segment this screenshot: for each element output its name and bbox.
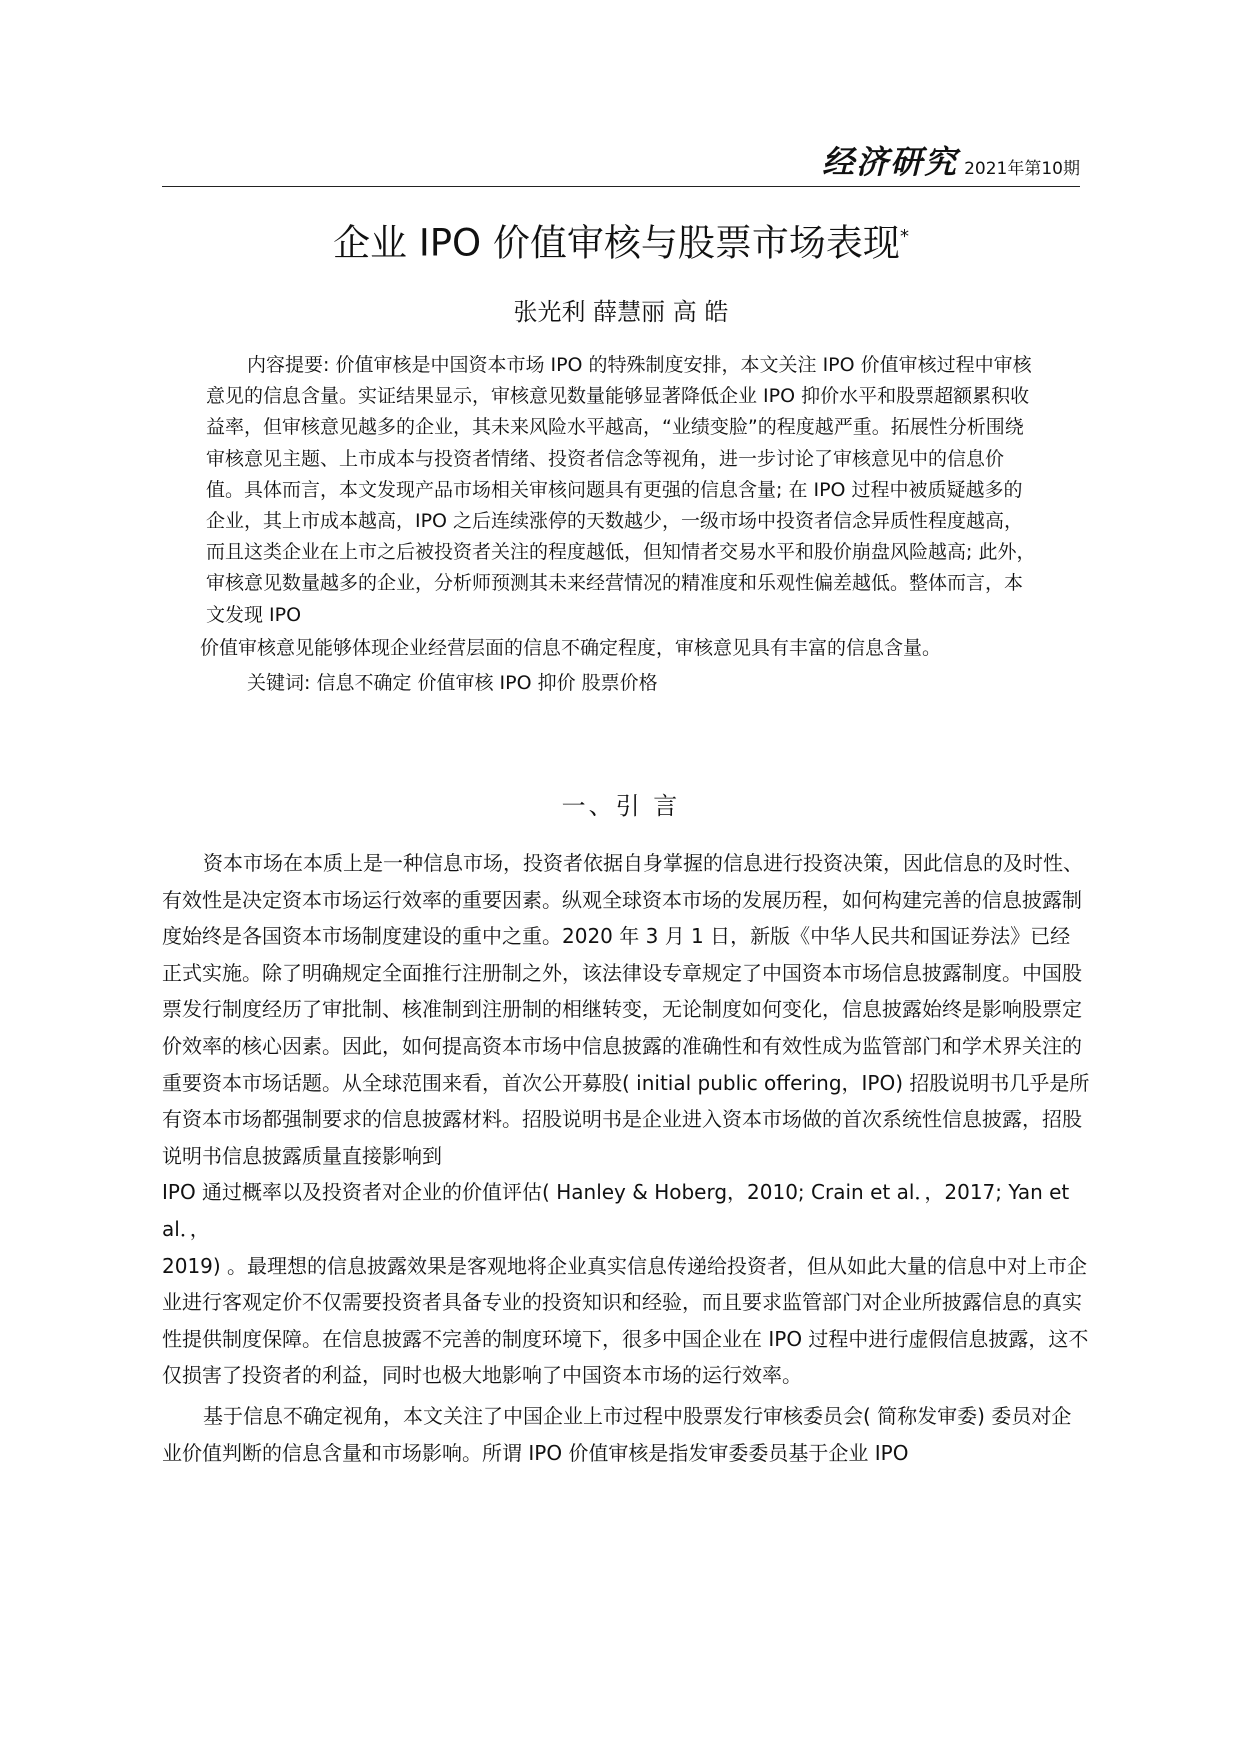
abstract-tail: 价值审核意见能够体现企业经营层面的信息不确定程度，审核意见具有丰富的信息含量。 xyxy=(200,636,942,659)
keywords: 关键词: 信息不确定 价值审核 IPO 抑价 股票价格 xyxy=(247,672,658,695)
journal-logo: 经济研究 xyxy=(822,143,959,181)
paragraph: 基于信息不确定视角，本文关注了中国企业上市过程中股票发行审核委员会( 简称发审委) 委员对企业价值判断的信息含量和市场影响。所谓 IPO 价值审核是指发审委委员基于企业 IPO xyxy=(162,1403,1072,1465)
journal-header-right xyxy=(822,144,1080,180)
journal-header xyxy=(162,140,1080,187)
article-title xyxy=(162,212,1080,268)
title-footnote-mark: * xyxy=(899,226,909,247)
abstract xyxy=(200,350,1036,699)
article-title-text: 企业 IPO 价值审核与股票市场表现 xyxy=(333,221,900,265)
paragraph-continued: IPO 通过概率以及投资者对企业的价值评估( Hanley & Hoberg，2010; Crain et al．，2017; Yan et al．， xyxy=(162,1180,1070,1241)
paragraph-continued: 2019) 。最理想的信息披露效果是客观地将企业真实信息传递给投资者，但从如此大量的信息中对上市企业进行客观定价不仅需要投资者具备专业的投资知识和经验，而且要求监管部门对企业所披露信息的真实性提供制度保障。在信息披露不完善的制度环境下，很多中国企业在 IPO 过程中进行虚假信息披露，这不仅损害了投资者的利益，同时也极大地影响了中国资本市场的运行效率。 xyxy=(162,1253,1089,1388)
article-authors: 张光利 薛慧丽 高 皓 xyxy=(513,298,729,326)
paragraph: 资本市场在本质上是一种信息市场，投资者依据自身掌握的信息进行投资决策，因此信息的及时性、有效性是决定资本市场运行效率的重要因素。纵观全球资本市场的发展历程，如何构建完善的信息披露制度始终是各国资本市场制度建设的重中之重。2020 年 3 月 1 日，新版《中华人民共和国证券法》已经正式实施。除了明确规定全面推行注册制之外，该法律设专章规定了中国资本市场信息披露制度。中国股票发行制度经历了审批制、核准制到注册制的相继转变，无论制度如何变化，信息披露始终是影响股票定价效率的核心因素。因此，如何提高资本市场中信息披露的准确性和有效性成为监管部门和学术界关注的重要资本市场话题。从全球范围来看，首次公开募股( initial public offering，IPO) 招股说明书几乎是所有资本市场都强制要求的信息披露材料。招股说明书是企业进入资本市场做的首次系统性信息披露，招股说明书信息披露质量直接影响到 xyxy=(162,851,1090,1168)
issue-label: 2021年第10期 xyxy=(964,159,1080,179)
section-heading: 一、引 言 xyxy=(561,792,681,820)
abstract-body: 内容提要: 价值审核是中国资本市场 IPO 的特殊制度安排，本文关注 IPO 价值审核过程中审核意见的信息含量。实证结果显示，审核意见数量能够显著降低企业 IPO 抑价水平和股票超额累积收益率，但审核意见越多的企业，其未来风险水平越高，“业绩变脸”的程度越严重。拓展性分析围绕审核意见主题、上市成本与投资者情绪、投资者信念等视角，进一步讨论了审核意见中的信息价值。具体而言，本文发现产品市场相关审核问题具有更强的信息含量; 在 IPO 过程中被质疑越多的企业，其上市成本越高，IPO 之后连续涨停的天数越少，一级市场中投资者信念异质性程度越高，而且这类企业在上市之后被投资者关注的程度越低，但知情者交易水平和股价崩盘风险越高; 此外，审核意见数量越多的企业，分析师预测其未来经营情况的精准度和乐观性偏差越低。整体而言，本文发现 IPO xyxy=(206,354,1036,626)
section-body xyxy=(162,845,1090,1471)
